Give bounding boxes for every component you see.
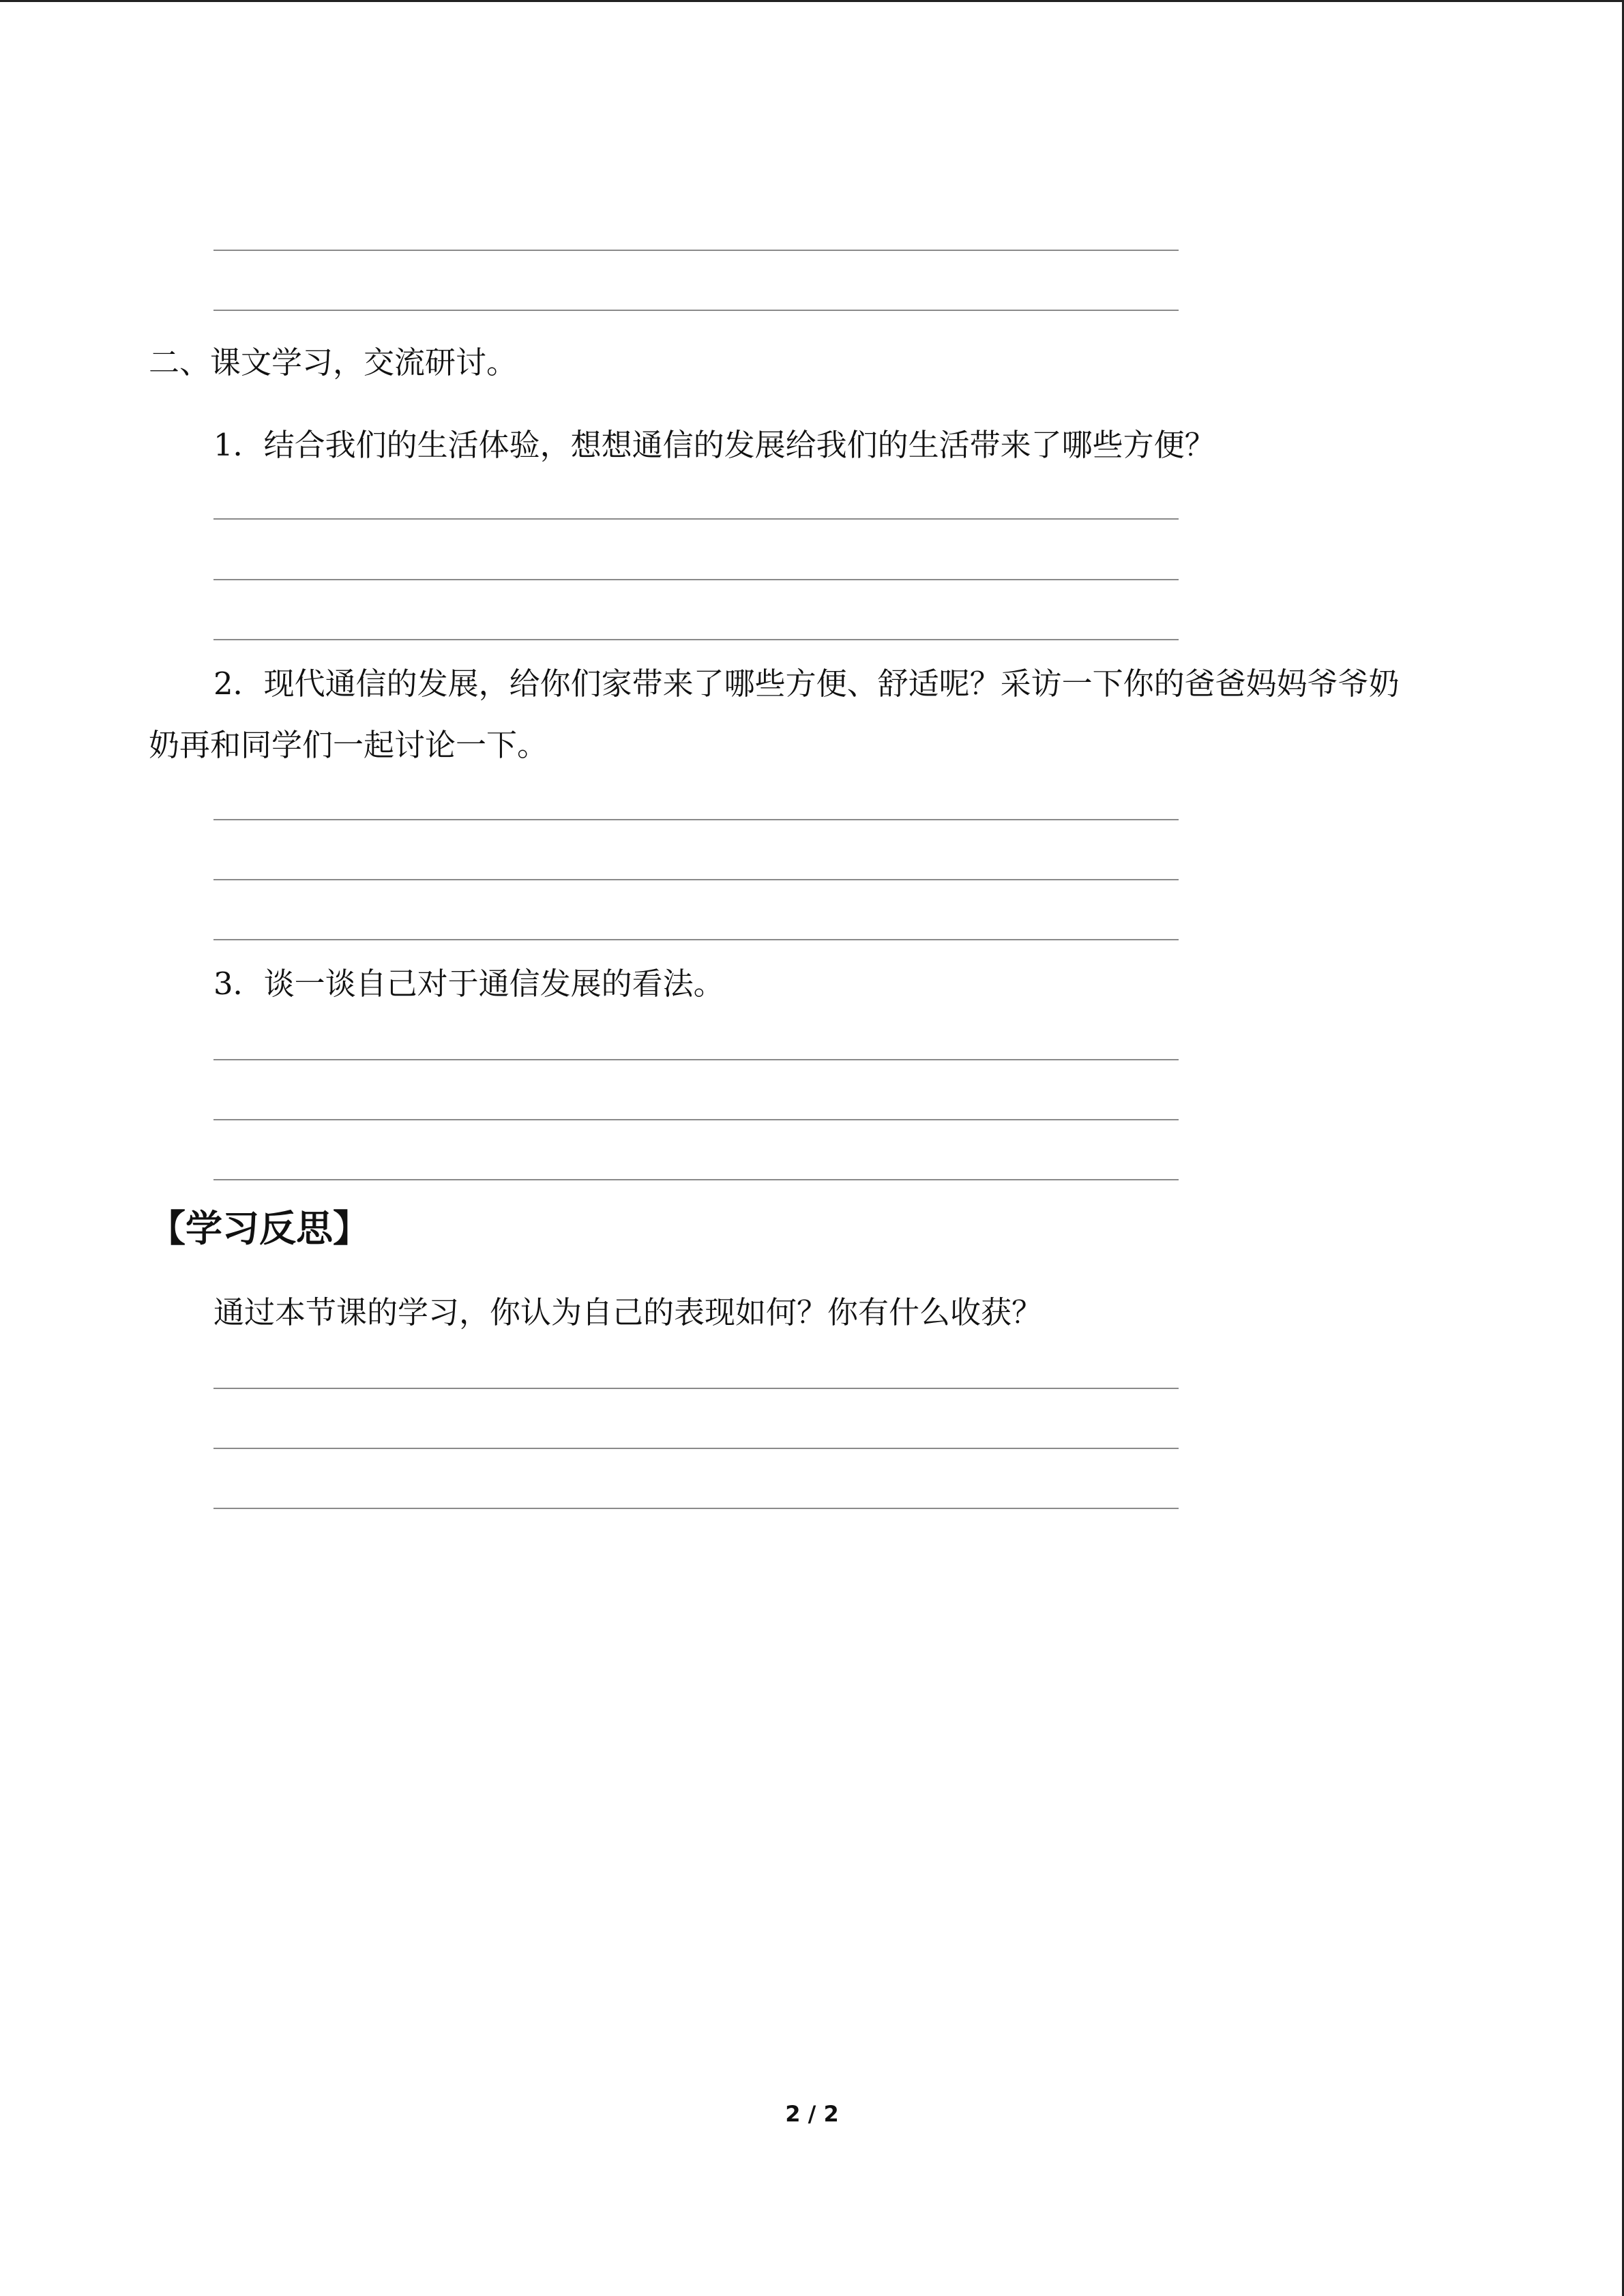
- answer-line: [213, 939, 1179, 940]
- answer-line: [213, 1059, 1179, 1060]
- answer-line: [213, 1119, 1179, 1120]
- answer-line: [213, 1179, 1179, 1180]
- page-number: 2 / 2: [785, 2101, 839, 2127]
- answer-line: [213, 1508, 1179, 1509]
- answer-line: [213, 518, 1179, 520]
- question-2-line-2: 奶再和同学们一起讨论一下。: [149, 727, 548, 763]
- answer-line: [213, 819, 1179, 820]
- answer-line: [213, 579, 1179, 580]
- answer-line: [213, 639, 1179, 640]
- answer-line: [213, 250, 1179, 251]
- reflection-prompt: 通过本节课的学习，你认为自己的表现如何？你有什么收获？: [213, 1294, 1043, 1330]
- answer-line: [213, 1388, 1179, 1389]
- answer-line: [213, 879, 1179, 880]
- question-3: 3．谈一谈自己对于通信发展的看法。: [213, 966, 724, 1002]
- section-two-title: 二、课文学习，交流研讨。: [149, 344, 518, 381]
- page-top-border: [0, 0, 1624, 2]
- question-2-line-1: 2．现代通信的发展，给你们家带来了哪些方便、舒适呢？采访一下你的爸爸妈妈爷爷奶: [213, 666, 1400, 702]
- question-1: 1．结合我们的生活体验，想想通信的发展给我们的生活带来了哪些方便？: [213, 427, 1215, 463]
- answer-line: [213, 1448, 1179, 1449]
- reflection-heading: 【学习反思】: [149, 1207, 370, 1250]
- answer-line: [213, 310, 1179, 311]
